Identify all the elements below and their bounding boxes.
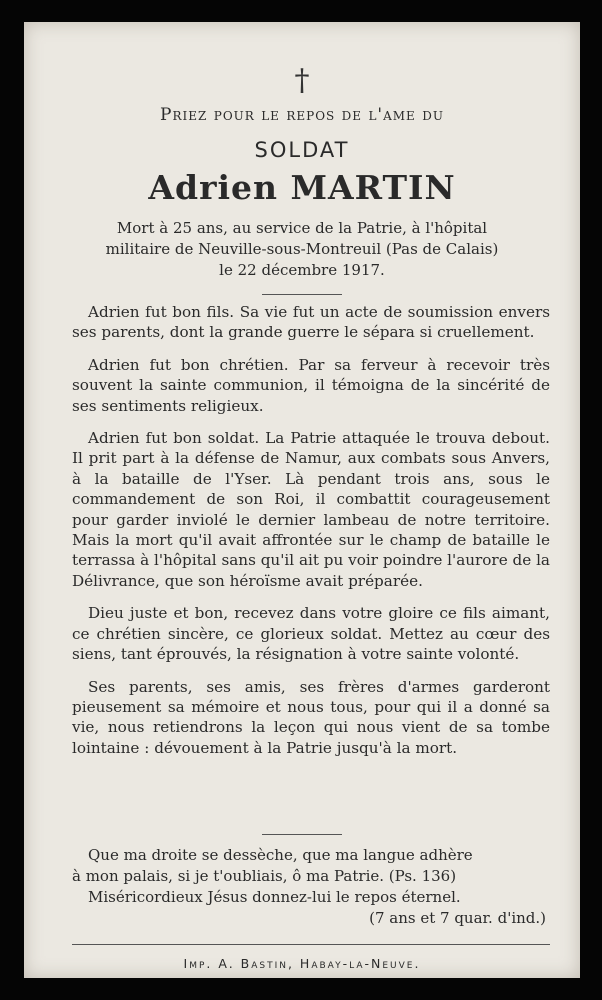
printer-imprint: Imp. A. Bastin, Habay-la-Neuve.: [183, 956, 421, 971]
divider-middle: [262, 834, 342, 835]
paragraph: Adrien fut bon soldat. La Patrie attaquée le trouva debout. Il prit part à la défense de Namur, aux combats sous Anvers, à la bataille de l'Yser. Là pendant trois ans, sous le commandement de son Roi, il combattit courageusement pour garder inviolé le dernier lambeau de notre territoire. Mais la mort qu'il avait affrontée sur le champ de bataille le terrassa à l'hôpital sans qu'il ait pu voir poindre l'aurore de la Délivrance, que son héroïsme avait préparée.: [72, 429, 550, 590]
body-text: [72, 302, 550, 770]
deceased-name: Adrien MARTIN: [148, 168, 456, 207]
paragraph: Ses parents, ses amis, ses frères d'armes garderont pieusement sa mémoire et nous tous, pour qui il a donné sa vie, nous retiendrons la leçon qui nous vient de sa tombe lointaine : dévouement à la Patrie jusqu'à la mort.: [72, 677, 550, 757]
subtitle-line: militaire de Neuville-sous-Montreuil (Pas de Calais): [105, 240, 499, 258]
subtitle-line: le 22 décembre 1917.: [219, 261, 385, 279]
paragraph: Adrien fut bon fils. Sa vie fut un acte de soumission envers ses parents, dont la grande guerre le sépara si cruellement.: [72, 303, 550, 342]
divider-top: [262, 294, 342, 295]
header-line-2: SOLDAT: [254, 138, 350, 162]
header-line-1: Priez pour le repos de l'ame du: [160, 105, 444, 125]
subtitle-line: Mort à 25 ans, au service de la Patrie, à l'hôpital: [116, 219, 488, 237]
paragraph: Dieu juste et bon, recevez dans votre gloire ce fils aimant, ce chrétien sincère, ce glorieux soldat. Mettez au cœur des siens, tant éprouvés, la résignation à votre sainte volonté.: [72, 604, 550, 664]
verse-line: à mon palais, si je t'oubliais, ô ma Patrie. (Ps. 136): [72, 867, 457, 885]
memorial-card: [24, 22, 580, 978]
verse-line: Que ma droite se dessèche, que ma langue adhère: [88, 846, 473, 864]
verse-line: (7 ans et 7 quar. d'ind.): [369, 909, 546, 927]
verse-line: Miséricordieux Jésus donnez-lui le repos éternel.: [88, 888, 461, 906]
divider-bottom: [72, 944, 550, 945]
paragraph: Adrien fut bon chrétien. Par sa ferveur à recevoir très souvent la sainte communion, il témoigna de la sincérité de ses sentiments religieux.: [72, 355, 550, 415]
cross-icon: †: [294, 63, 310, 98]
subtitle: [24, 218, 580, 281]
prayer-verse: [72, 845, 550, 929]
